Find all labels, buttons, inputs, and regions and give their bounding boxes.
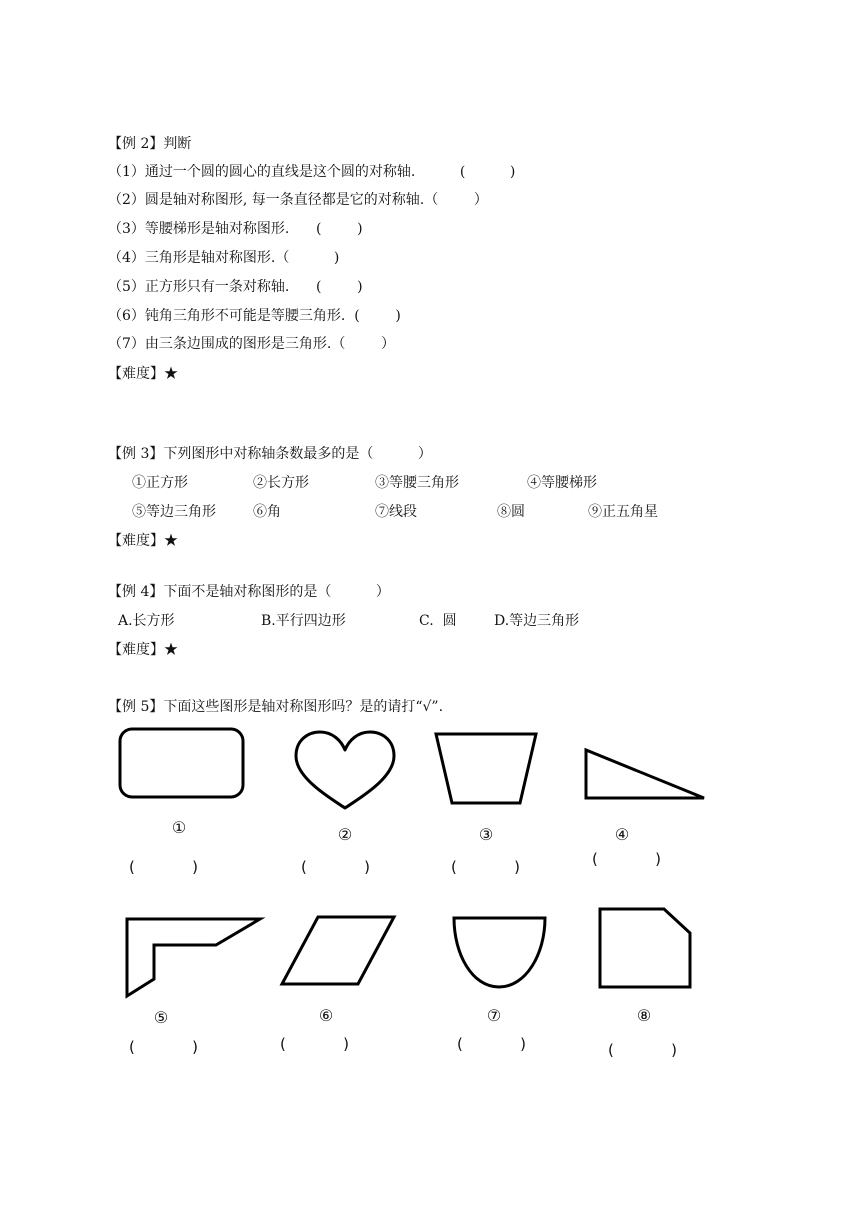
parallelogram-icon — [276, 912, 402, 990]
ex4-option-c: C. 圆 — [419, 613, 457, 629]
ex4-option-d: D.等边三角形 — [494, 613, 580, 629]
ex3-option-3: ③等腰三角形 — [375, 475, 459, 491]
ex4-difficulty: 【难度】★ — [108, 642, 178, 658]
ex2-item-7: （7）由三条边围成的图形是三角形.（ ） — [108, 336, 395, 352]
ex3-option-2: ②长方形 — [253, 475, 309, 491]
heart-icon — [290, 728, 400, 814]
shape-label-5: ⑤ — [153, 1008, 169, 1027]
answer-blank-8[interactable]: ( ) — [608, 1041, 677, 1059]
answer-blank-7[interactable]: ( ) — [457, 1035, 526, 1053]
answer-blank-3[interactable]: ( ) — [451, 858, 520, 876]
trapezoid-icon — [430, 728, 542, 808]
ex2-item-5: （5）正方形只有一条对称轴. ( ) — [108, 279, 363, 295]
shape-label-4: ④ — [614, 825, 630, 844]
ex2-title: 【例 2】判断 — [108, 136, 192, 152]
ex3-option-4: ④等腰梯形 — [527, 475, 597, 491]
ex3-option-5: ⑤等边三角形 — [132, 504, 216, 520]
shape-label-8: ⑧ — [636, 1006, 652, 1025]
semicircle-bowl-icon — [448, 912, 552, 994]
ex2-item-1: （1）通过一个圆的圆心的直线是这个圆的对称轴. ( ) — [108, 164, 516, 180]
ex2-difficulty: 【难度】★ — [108, 366, 178, 382]
rounded-rectangle-icon — [112, 722, 252, 806]
ex3-option-9: ⑨正五角星 — [588, 504, 658, 520]
ex3-option-8: ⑧圆 — [497, 504, 525, 520]
answer-blank-6[interactable]: ( ) — [280, 1035, 349, 1053]
ex2-item-2: （2）圆是轴对称图形, 每一条直径都是它的对称轴.（ ） — [108, 192, 488, 208]
l-shape-icon — [120, 912, 266, 1002]
ex3-option-7: ⑦线段 — [375, 504, 417, 520]
shape-label-6: ⑥ — [318, 1006, 334, 1025]
cut-corner-square-icon — [594, 903, 696, 993]
shape-label-1: ① — [171, 818, 187, 837]
ex4-title: 【例 4】下面不是轴对称图形的是（ ） — [108, 584, 390, 600]
ex4-option-b: B.平行四边形 — [261, 613, 346, 629]
answer-blank-2[interactable]: ( ) — [301, 858, 370, 876]
right-triangle-icon — [580, 744, 710, 804]
shape-label-3: ③ — [478, 825, 494, 844]
ex5-title: 【例 5】下面这些图形是轴对称图形吗？是的请打“√”. — [108, 699, 444, 715]
ex3-difficulty: 【难度】★ — [108, 533, 178, 549]
ex4-option-a: A.长方形 — [118, 613, 175, 629]
shape-label-7: ⑦ — [486, 1006, 502, 1025]
ex2-item-6: （6）钝角三角形不可能是等腰三角形. ( ) — [108, 308, 401, 324]
ex3-option-6: ⑥角 — [253, 504, 281, 520]
ex2-item-4: （4）三角形是轴对称图形.（ ) — [108, 250, 340, 266]
answer-blank-4[interactable]: ( ) — [592, 850, 661, 868]
ex2-item-3: （3）等腰梯形是轴对称图形. ( ) — [108, 221, 363, 237]
shape-label-2: ② — [337, 825, 353, 844]
ex3-title: 【例 3】下列图形中对称轴条数最多的是（ ） — [108, 446, 432, 462]
ex3-option-1: ①正方形 — [132, 475, 188, 491]
answer-blank-1[interactable]: ( ) — [129, 858, 198, 876]
answer-blank-5[interactable]: ( ) — [129, 1038, 198, 1056]
